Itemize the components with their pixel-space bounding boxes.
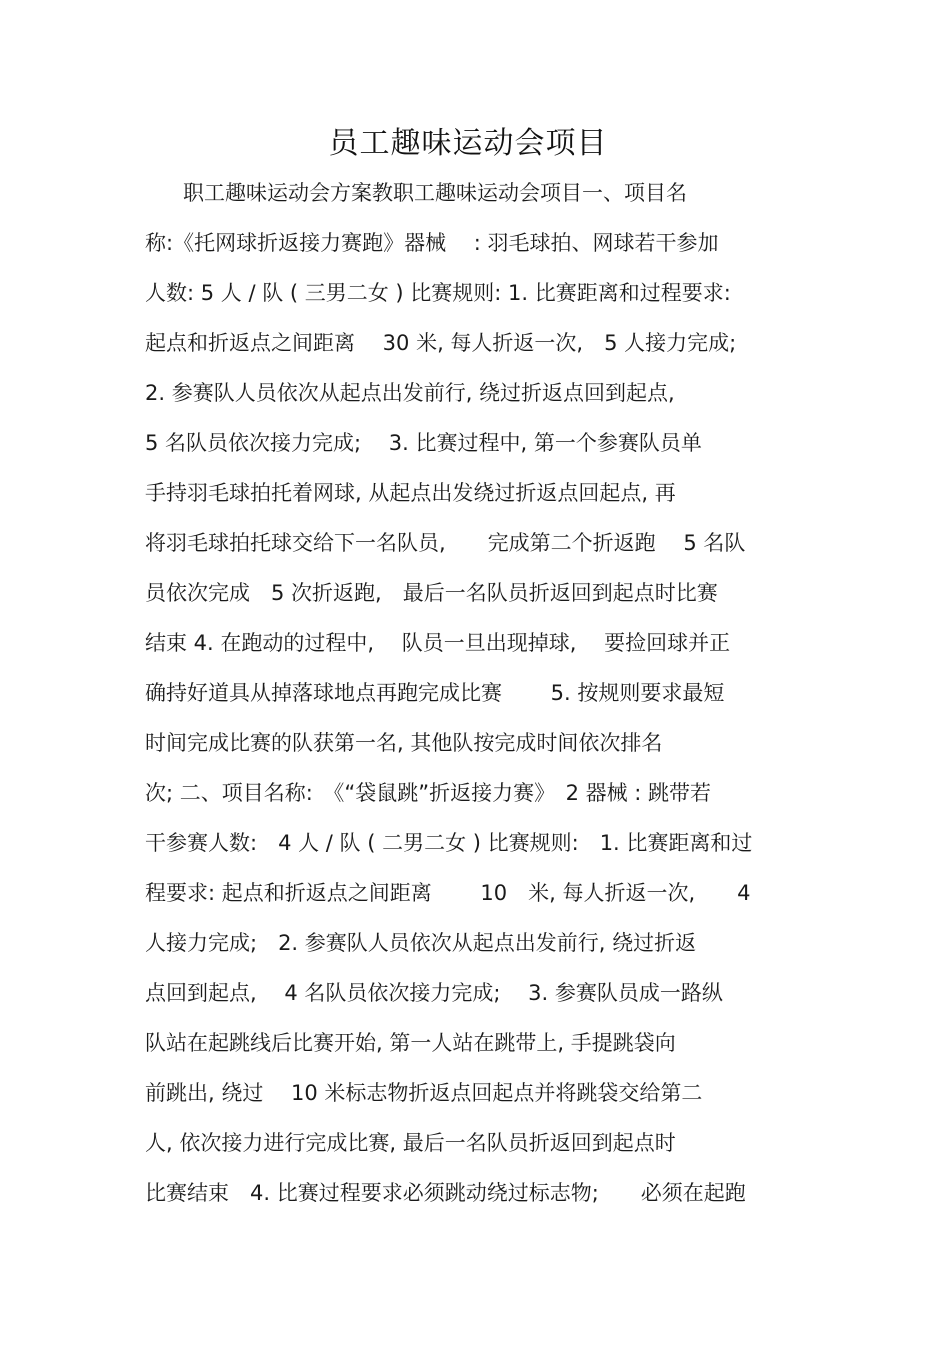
paragraph-line: 人数: 5 人 / 队 ( 三男二女 ) 比赛规则: 1. 比赛距离和过程要求: [145,281,731,305]
document-title: 员工趣味运动会项目 [328,126,608,161]
paragraph-line: 干参赛人数: 4 人 / 队 ( 二男二女 ) 比赛规则: 1. 比赛距离和过 [145,831,753,855]
paragraph-line: 结束 4. 在跑动的过程中, 队员一旦出现掉球, 要捡回球并正 [145,631,731,655]
paragraph-line: 将羽毛球拍托球交给下一名队员, 完成第二个折返跑 5 名队 [145,531,746,555]
paragraph-line: 点回到起点, 4 名队员依次接力完成; 3. 参赛队员成一路纵 [145,981,723,1005]
paragraph-line: 程要求: 起点和折返点之间距离 10 米, 每人折返一次, 4 [145,881,751,905]
paragraph-line: 起点和折返点之间距离 30 米, 每人折返一次, 5 人接力完成; [145,331,737,355]
paragraph-line: 人, 依次接力进行完成比赛, 最后一名队员折返回到起点时 [145,1131,676,1155]
paragraph-line: 手持羽毛球拍托着网球, 从起点出发绕过折返点回起点, 再 [145,481,676,505]
paragraph-line: 时间完成比赛的队获第一名, 其他队按完成时间依次排名 [145,731,663,755]
paragraph-line: 队站在起跳线后比赛开始, 第一人站在跳带上, 手提跳袋向 [145,1031,676,1055]
paragraph-line: 职工趣味运动会方案教职工趣味运动会项目一、项目名 [183,181,687,205]
paragraph-line: 称:《托网球折返接力赛跑》器械 : 羽毛球拍、网球若干参加 [145,231,719,255]
document-body [145,173,825,1223]
paragraph-line: 员依次完成 5 次折返跑, 最后一名队员折返回到起点时比赛 [145,581,718,605]
paragraph-line: 人接力完成; 2. 参赛队人员依次从起点出发前行, 绕过折返 [145,931,697,955]
paragraph-line: 比赛结束 4. 比赛过程要求必须跳动绕过标志物; 必须在起跑 [145,1181,746,1205]
paragraph-line: 确持好道具从掉落球地点再跑完成比赛 5. 按规则要求最短 [145,681,725,705]
paragraph-line: 5 名队员依次接力完成; 3. 比赛过程中, 第一个参赛队员单 [145,431,702,455]
paragraph-line: 前跳出, 绕过 10 米标志物折返点回起点并将跳袋交给第二 [145,1081,703,1105]
paragraph-line: 次; 二、项目名称: 《“袋鼠跳”折返接力赛》 2 器械 : 跳带若 [145,781,712,805]
paragraph-line: 2. 参赛队人员依次从起点出发前行, 绕过折返点回到起点, [145,381,675,405]
